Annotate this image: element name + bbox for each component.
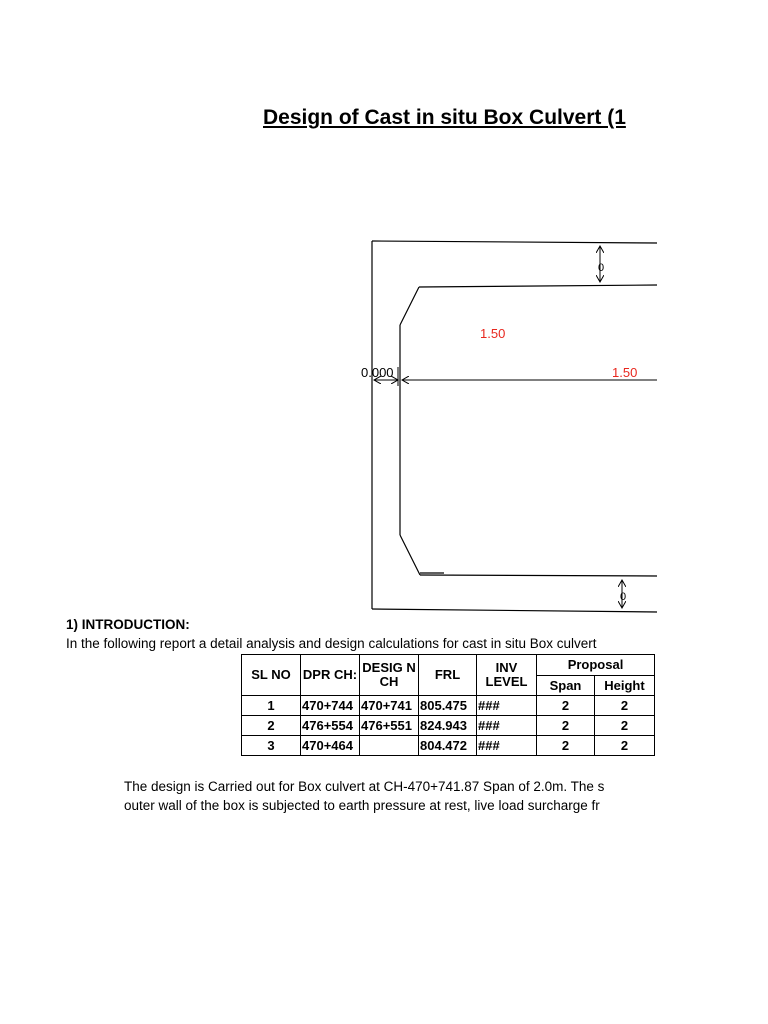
- cell-design-ch: 470+741: [360, 696, 419, 716]
- cell-dpr-ch: 470+744: [301, 696, 360, 716]
- cell-sl-no: 1: [242, 696, 301, 716]
- page-title: Design of Cast in situ Box Culvert (1: [263, 106, 626, 129]
- design-paragraph-line: outer wall of the box is subjected to earth pressure at rest, live load surcharge fr: [124, 798, 600, 813]
- header-frl: FRL: [419, 655, 477, 696]
- table-row: [242, 716, 655, 736]
- cell-frl: 805.475: [419, 696, 477, 716]
- cell-sl-no: 3: [242, 736, 301, 756]
- cell-span: 2: [537, 696, 595, 716]
- intro-text: In the following report a detail analysis and design calculations for cast in situ Box culvert: [66, 636, 597, 651]
- header-inv-level: INV LEVEL: [477, 655, 537, 696]
- section-heading-introduction: 1) INTRODUCTION:: [66, 617, 190, 632]
- top-haunch-line: [400, 287, 419, 325]
- culvert-proposal-table: [241, 654, 655, 756]
- cell-inv-level: ###: [477, 736, 537, 756]
- cell-inv-level: ###: [477, 696, 537, 716]
- cell-span: 2: [537, 736, 595, 756]
- inner-bottom-line: [420, 575, 657, 576]
- cell-dpr-ch: 476+554: [301, 716, 360, 736]
- header-sl-no: SL NO: [242, 655, 301, 696]
- header-design-ch: DESIG N CH: [360, 655, 419, 696]
- header-span: Span: [537, 676, 595, 696]
- haunch-dimension-label: 1.50: [480, 326, 506, 341]
- width-dimension-label: 1.50: [612, 365, 638, 380]
- cell-height: 2: [595, 716, 655, 736]
- design-paragraph: [124, 777, 604, 815]
- cell-height: 2: [595, 696, 655, 716]
- outer-bottom-line: [372, 609, 657, 612]
- cell-sl-no: 2: [242, 716, 301, 736]
- bottom-slab-thickness-label: 0: [620, 591, 627, 603]
- bottom-haunch-line: [400, 535, 420, 575]
- header-dpr-ch: DPR CH:: [301, 655, 360, 696]
- cell-height: 2: [595, 736, 655, 756]
- header-proposal: Proposal: [537, 655, 655, 676]
- cell-dpr-ch: 470+464: [301, 736, 360, 756]
- cell-design-ch: 476+551: [360, 716, 419, 736]
- cell-span: 2: [537, 716, 595, 736]
- table-row: [242, 696, 655, 716]
- cell-inv-level: ###: [477, 716, 537, 736]
- inner-boundary: [400, 285, 657, 576]
- design-paragraph-line: The design is Carried out for Box culvert at CH-470+741.87 Span of 2.0m. The s: [124, 779, 605, 794]
- top-slab-thickness-label: 0: [598, 262, 605, 274]
- header-height: Height: [595, 676, 655, 696]
- wall-offset-label: 0.000: [361, 365, 394, 380]
- inner-top-line: [419, 285, 657, 287]
- table-row: [242, 736, 655, 756]
- outer-top-line: [372, 241, 657, 243]
- cell-frl: 804.472: [419, 736, 477, 756]
- cell-design-ch: [360, 736, 419, 756]
- cell-frl: 824.943: [419, 716, 477, 736]
